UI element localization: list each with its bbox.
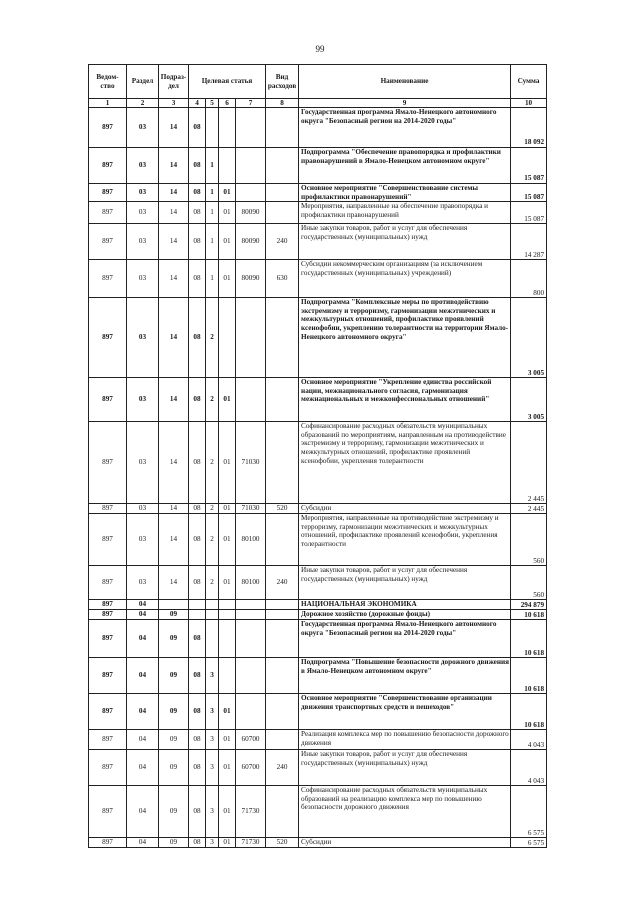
- target-event-cell: [219, 148, 236, 184]
- target-subprogram-cell: 3: [206, 838, 219, 848]
- podrazdel-cell: 14: [159, 422, 189, 504]
- name-cell: Иные закупки товаров, работ и услуг для обеспечения государственных (муниципальных) нужд: [299, 750, 511, 786]
- table-row: [89, 224, 547, 260]
- podrazdel-cell: 09: [159, 786, 189, 838]
- podrazdel-cell: 14: [159, 184, 189, 202]
- header-ved: Ведом-ство: [89, 65, 127, 99]
- name-cell: Мероприятия, направленные на обеспечение правопорядка и профилактики правонарушений: [299, 202, 511, 224]
- target-program-cell: 08: [189, 422, 206, 504]
- podrazdel-cell: 14: [159, 514, 189, 566]
- razdel-cell: 04: [127, 750, 159, 786]
- expense-type-cell: [266, 184, 299, 202]
- razdel-cell: 04: [127, 658, 159, 694]
- target-direction-cell: [236, 620, 266, 658]
- target-program-cell: 08: [189, 730, 206, 750]
- target-direction-cell: 80090: [236, 224, 266, 260]
- target-program-cell: 08: [189, 620, 206, 658]
- target-subprogram-cell: [206, 610, 219, 620]
- target-direction-cell: 80100: [236, 566, 266, 600]
- target-subprogram-cell: 1: [206, 260, 219, 298]
- name-cell: Субсидии: [299, 838, 511, 848]
- target-direction-cell: 71030: [236, 422, 266, 504]
- expense-type-cell: [266, 202, 299, 224]
- name-cell: НАЦИОНАЛЬНАЯ ЭКОНОМИКА: [299, 600, 511, 610]
- name-cell: Субсидии: [299, 504, 511, 514]
- target-program-cell: 08: [189, 108, 206, 148]
- target-event-cell: 01: [219, 378, 236, 422]
- podrazdel-cell: 14: [159, 108, 189, 148]
- col-number: 8: [266, 99, 299, 108]
- table-row: [89, 514, 547, 566]
- name-cell: Иные закупки товаров, работ и услуг для обеспечения государственных (муниципальных) нужд: [299, 224, 511, 260]
- table-row: [89, 786, 547, 838]
- sum-cell: 18 092: [511, 108, 547, 148]
- target-subprogram-cell: 1: [206, 202, 219, 224]
- ved-cell: 897: [89, 600, 127, 610]
- target-direction-cell: [236, 108, 266, 148]
- razdel-cell: 03: [127, 566, 159, 600]
- podrazdel-cell: 14: [159, 148, 189, 184]
- razdel-cell: 03: [127, 422, 159, 504]
- target-subprogram-cell: 2: [206, 566, 219, 600]
- sum-cell: 560: [511, 514, 547, 566]
- ved-cell: 897: [89, 184, 127, 202]
- podrazdel-cell: 14: [159, 378, 189, 422]
- table-row: [89, 202, 547, 224]
- razdel-cell: 03: [127, 224, 159, 260]
- target-event-cell: 01: [219, 786, 236, 838]
- target-direction-cell: 60700: [236, 730, 266, 750]
- expense-type-cell: [266, 694, 299, 730]
- ved-cell: 897: [89, 422, 127, 504]
- target-event-cell: 01: [219, 224, 236, 260]
- target-program-cell: 08: [189, 838, 206, 848]
- name-cell: Дорожное хозяйство (дорожные фонды): [299, 610, 511, 620]
- ved-cell: 897: [89, 694, 127, 730]
- podrazdel-cell: 09: [159, 610, 189, 620]
- table-row: [89, 750, 547, 786]
- name-cell: Софинансирование расходных обязательств муниципальных образований по мероприятиям, направленным на противодействие экстремизму и терроризму, гармонизации межэтнических и межкультурных отношений, профилактике проявлений ксенофобии, укрепления толерантности: [299, 422, 511, 504]
- podrazdel-cell: 14: [159, 260, 189, 298]
- sum-cell: 3 005: [511, 378, 547, 422]
- name-cell: Основное мероприятие "Укрепление единства российской нации, межнационального согласия, гармонизация межнациональных и межконфессиональных отношений": [299, 378, 511, 422]
- header-sum: Сумма: [511, 65, 547, 99]
- col-number: 9: [299, 99, 511, 108]
- ved-cell: 897: [89, 838, 127, 848]
- ved-cell: 897: [89, 224, 127, 260]
- podrazdel-cell: 14: [159, 298, 189, 378]
- target-event-cell: 01: [219, 184, 236, 202]
- target-event-cell: [219, 600, 236, 610]
- sum-cell: 800: [511, 260, 547, 298]
- table-row: [89, 108, 547, 148]
- sum-cell: 4 043: [511, 730, 547, 750]
- target-program-cell: [189, 610, 206, 620]
- column-numbers-row: [89, 99, 547, 108]
- razdel-cell: 03: [127, 202, 159, 224]
- target-program-cell: 08: [189, 566, 206, 600]
- expense-type-cell: [266, 786, 299, 838]
- ved-cell: 897: [89, 610, 127, 620]
- col-number: 4: [189, 99, 206, 108]
- sum-cell: 10 618: [511, 694, 547, 730]
- header-razdel: Раздел: [127, 65, 159, 99]
- podrazdel-cell: 14: [159, 566, 189, 600]
- ved-cell: 897: [89, 202, 127, 224]
- podrazdel-cell: 09: [159, 838, 189, 848]
- ved-cell: 897: [89, 298, 127, 378]
- target-direction-cell: [236, 378, 266, 422]
- sum-cell: 4 043: [511, 750, 547, 786]
- table-row: [89, 658, 547, 694]
- razdel-cell: 03: [127, 184, 159, 202]
- name-cell: Подпрограмма "Повышение безопасности дорожного движения в Ямало-Ненецком автономном округе": [299, 658, 511, 694]
- target-program-cell: 08: [189, 260, 206, 298]
- target-subprogram-cell: 2: [206, 504, 219, 514]
- col-number: 10: [511, 99, 547, 108]
- target-program-cell: 08: [189, 202, 206, 224]
- target-event-cell: [219, 610, 236, 620]
- ved-cell: 897: [89, 260, 127, 298]
- target-program-cell: 08: [189, 148, 206, 184]
- col-number: 1: [89, 99, 127, 108]
- target-subprogram-cell: 2: [206, 422, 219, 504]
- expense-type-cell: [266, 298, 299, 378]
- razdel-cell: 03: [127, 298, 159, 378]
- sum-cell: 3 005: [511, 298, 547, 378]
- target-event-cell: [219, 658, 236, 694]
- header-name: Наименование: [299, 65, 511, 99]
- name-cell: Государственная программа Ямало-Ненецкого автономного округа "Безопасный регион на 2014-2020 годы": [299, 108, 511, 148]
- table-row: [89, 422, 547, 504]
- target-subprogram-cell: 2: [206, 378, 219, 422]
- target-direction-cell: [236, 184, 266, 202]
- sum-cell: 2 445: [511, 422, 547, 504]
- razdel-cell: 04: [127, 786, 159, 838]
- sum-cell: 14 287: [511, 224, 547, 260]
- table-body: [89, 108, 547, 848]
- target-subprogram-cell: 3: [206, 694, 219, 730]
- expense-type-cell: 520: [266, 838, 299, 848]
- razdel-cell: 04: [127, 600, 159, 610]
- target-event-cell: [219, 298, 236, 378]
- target-subprogram-cell: [206, 600, 219, 610]
- sum-cell: 15 087: [511, 184, 547, 202]
- podrazdel-cell: 09: [159, 694, 189, 730]
- sum-cell: 6 575: [511, 838, 547, 848]
- target-subprogram-cell: [206, 620, 219, 658]
- target-event-cell: 01: [219, 694, 236, 730]
- name-cell: Реализация комплекса мер по повышению безопасности дорожного движения: [299, 730, 511, 750]
- table-row: [89, 260, 547, 298]
- ved-cell: 897: [89, 514, 127, 566]
- target-direction-cell: 60700: [236, 750, 266, 786]
- table-row: [89, 504, 547, 514]
- target-program-cell: 08: [189, 298, 206, 378]
- target-direction-cell: 71730: [236, 786, 266, 838]
- name-cell: Подпрограмма "Обеспечение правопорядка и профилактики правонарушений в Ямало-Ненецком автономном округе": [299, 148, 511, 184]
- sum-cell: 10 618: [511, 620, 547, 658]
- razdel-cell: 03: [127, 504, 159, 514]
- sum-cell: 10 618: [511, 610, 547, 620]
- target-program-cell: 08: [189, 694, 206, 730]
- target-direction-cell: [236, 600, 266, 610]
- ved-cell: 897: [89, 566, 127, 600]
- expense-type-cell: [266, 600, 299, 610]
- table-row: [89, 566, 547, 600]
- table-row: [89, 610, 547, 620]
- expense-type-cell: [266, 658, 299, 694]
- target-program-cell: 08: [189, 750, 206, 786]
- razdel-cell: 03: [127, 148, 159, 184]
- target-event-cell: 01: [219, 730, 236, 750]
- razdel-cell: 03: [127, 108, 159, 148]
- target-subprogram-cell: 1: [206, 148, 219, 184]
- expense-type-cell: [266, 108, 299, 148]
- col-number: 7: [236, 99, 266, 108]
- razdel-cell: 04: [127, 610, 159, 620]
- header-podrazdel: Подраз-дел: [159, 65, 189, 99]
- name-cell: Иные закупки товаров, работ и услуг для обеспечения государственных (муниципальных) нужд: [299, 566, 511, 600]
- podrazdel-cell: 14: [159, 504, 189, 514]
- table-row: [89, 838, 547, 848]
- table-row: [89, 600, 547, 610]
- target-event-cell: 01: [219, 422, 236, 504]
- expense-type-cell: 520: [266, 504, 299, 514]
- ved-cell: 897: [89, 108, 127, 148]
- name-cell: Основное мероприятие "Совершенствование организации движения транспортных средств и пешеходов": [299, 694, 511, 730]
- target-event-cell: 01: [219, 504, 236, 514]
- target-subprogram-cell: 1: [206, 184, 219, 202]
- table-row: [89, 620, 547, 658]
- table-row: [89, 378, 547, 422]
- name-cell: Мероприятия, направленные на противодействие экстремизму и терроризму, гармонизации межэтнических и межкультурных отношений, профилактике проявлений ксенофобии, укрепления толерантности: [299, 514, 511, 566]
- expense-type-cell: 240: [266, 566, 299, 600]
- page-number: 99: [315, 44, 325, 54]
- ved-cell: 897: [89, 620, 127, 658]
- table-row: [89, 694, 547, 730]
- target-program-cell: 08: [189, 786, 206, 838]
- target-subprogram-cell: [206, 108, 219, 148]
- header-vid: Вид расходов: [266, 65, 299, 99]
- target-direction-cell: [236, 610, 266, 620]
- podrazdel-cell: 09: [159, 620, 189, 658]
- target-subprogram-cell: 3: [206, 658, 219, 694]
- name-cell: Субсидии некоммерческим организациям (за исключением государственных (муниципальных) учреждений): [299, 260, 511, 298]
- target-event-cell: 01: [219, 514, 236, 566]
- target-subprogram-cell: 1: [206, 224, 219, 260]
- target-program-cell: [189, 600, 206, 610]
- expense-type-cell: [266, 148, 299, 184]
- target-event-cell: 01: [219, 838, 236, 848]
- ved-cell: 897: [89, 658, 127, 694]
- table-row: [89, 184, 547, 202]
- target-direction-cell: 71030: [236, 504, 266, 514]
- ved-cell: 897: [89, 148, 127, 184]
- target-event-cell: [219, 108, 236, 148]
- target-subprogram-cell: 3: [206, 786, 219, 838]
- podrazdel-cell: 09: [159, 750, 189, 786]
- target-program-cell: 08: [189, 224, 206, 260]
- target-event-cell: 01: [219, 202, 236, 224]
- expense-type-cell: 240: [266, 750, 299, 786]
- expense-type-cell: [266, 378, 299, 422]
- target-direction-cell: 80100: [236, 514, 266, 566]
- sum-cell: 6 575: [511, 786, 547, 838]
- target-event-cell: 01: [219, 750, 236, 786]
- podrazdel-cell: 09: [159, 658, 189, 694]
- name-cell: Государственная программа Ямало-Ненецкого автономного округа "Безопасный регион на 2014-2020 годы": [299, 620, 511, 658]
- col-number: 5: [206, 99, 219, 108]
- expense-type-cell: [266, 620, 299, 658]
- ved-cell: 897: [89, 504, 127, 514]
- target-direction-cell: [236, 694, 266, 730]
- target-subprogram-cell: 3: [206, 730, 219, 750]
- expense-type-cell: 240: [266, 224, 299, 260]
- ved-cell: 897: [89, 786, 127, 838]
- target-program-cell: 08: [189, 378, 206, 422]
- target-program-cell: 08: [189, 184, 206, 202]
- expense-type-cell: 630: [266, 260, 299, 298]
- sum-cell: 15 087: [511, 202, 547, 224]
- podrazdel-cell: [159, 600, 189, 610]
- razdel-cell: 04: [127, 620, 159, 658]
- col-number: 6: [219, 99, 236, 108]
- razdel-cell: 04: [127, 730, 159, 750]
- expense-type-cell: [266, 610, 299, 620]
- target-direction-cell: 80090: [236, 260, 266, 298]
- name-cell: Основное мероприятие "Совершенствование системы профилактики правонарушений": [299, 184, 511, 202]
- name-cell: Подпрограмма "Комплексные меры по противодействию экстремизму и терроризму, гармонизации межэтнических и межкультурных отношений, профилактике проявлений ксенофобии, укреплению толерантности на территории Ямало-Ненецкого автономного округа": [299, 298, 511, 378]
- table-row: [89, 730, 547, 750]
- target-direction-cell: 71730: [236, 838, 266, 848]
- target-program-cell: 08: [189, 658, 206, 694]
- table-row: [89, 148, 547, 184]
- sum-cell: 294 879: [511, 600, 547, 610]
- razdel-cell: 04: [127, 694, 159, 730]
- table-header: [89, 65, 547, 99]
- ved-cell: 897: [89, 730, 127, 750]
- sum-cell: 15 087: [511, 148, 547, 184]
- col-number: 3: [159, 99, 189, 108]
- podrazdel-cell: 14: [159, 224, 189, 260]
- target-subprogram-cell: 2: [206, 514, 219, 566]
- col-number: 2: [127, 99, 159, 108]
- razdel-cell: 04: [127, 838, 159, 848]
- sum-cell: 2 445: [511, 504, 547, 514]
- target-event-cell: 01: [219, 260, 236, 298]
- table-row: [89, 298, 547, 378]
- ved-cell: 897: [89, 378, 127, 422]
- header-target: Целевая статья: [189, 65, 266, 99]
- razdel-cell: 03: [127, 260, 159, 298]
- expense-type-cell: [266, 730, 299, 750]
- expense-type-cell: [266, 514, 299, 566]
- sum-cell: 560: [511, 566, 547, 600]
- target-direction-cell: [236, 658, 266, 694]
- expense-type-cell: [266, 422, 299, 504]
- target-direction-cell: [236, 298, 266, 378]
- target-subprogram-cell: 2: [206, 298, 219, 378]
- budget-table: [88, 64, 547, 848]
- ved-cell: 897: [89, 750, 127, 786]
- razdel-cell: 03: [127, 378, 159, 422]
- target-program-cell: 08: [189, 514, 206, 566]
- name-cell: Софинансирование расходных обязательств муниципальных образований на реализацию комплекса мер по повышению безопасности дорожного движения: [299, 786, 511, 838]
- podrazdel-cell: 09: [159, 730, 189, 750]
- target-event-cell: 01: [219, 566, 236, 600]
- target-event-cell: [219, 620, 236, 658]
- target-subprogram-cell: 3: [206, 750, 219, 786]
- target-program-cell: 08: [189, 504, 206, 514]
- sum-cell: 10 618: [511, 658, 547, 694]
- target-direction-cell: [236, 148, 266, 184]
- target-direction-cell: 80090: [236, 202, 266, 224]
- razdel-cell: 03: [127, 514, 159, 566]
- podrazdel-cell: 14: [159, 202, 189, 224]
